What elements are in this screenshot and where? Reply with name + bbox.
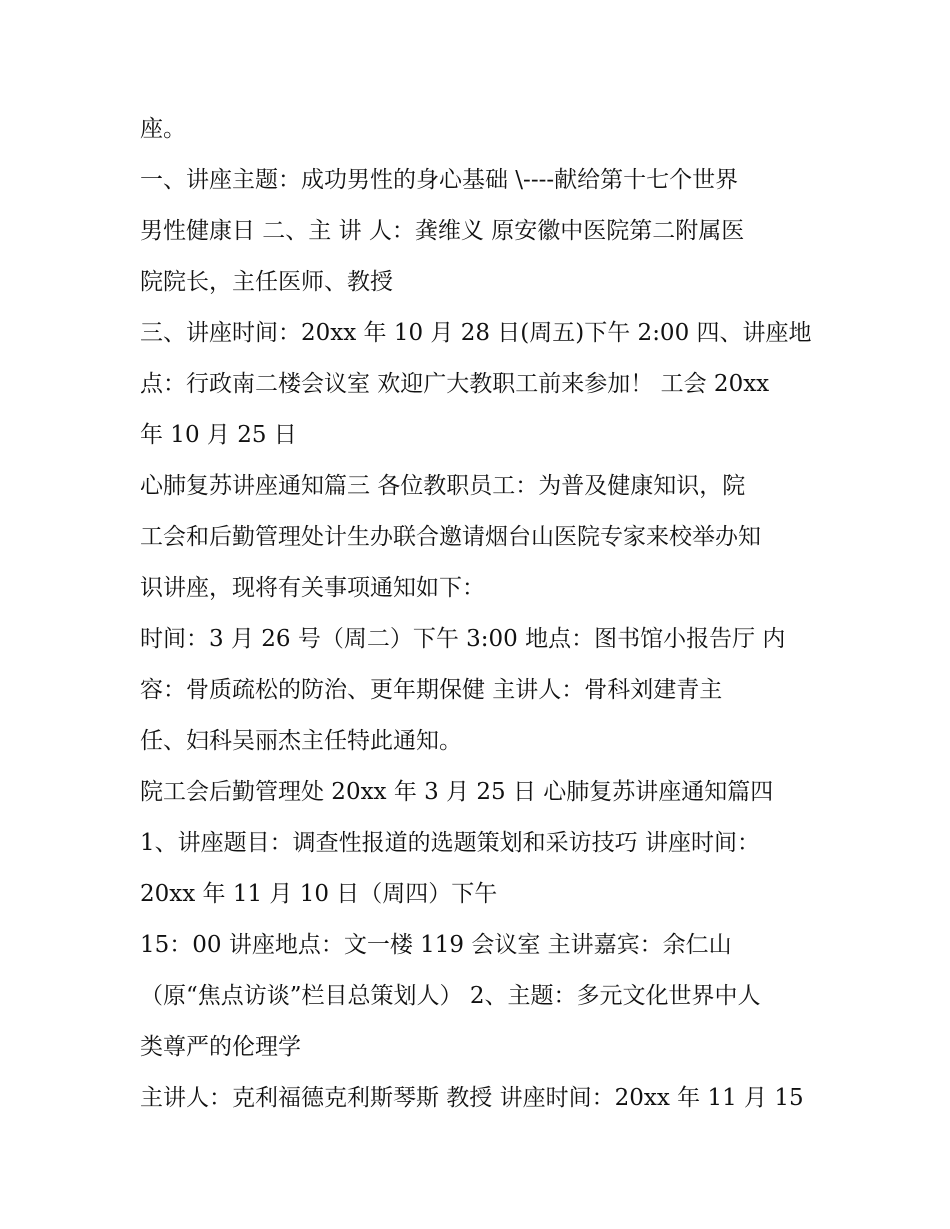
text-line: 时间：3 月 26 号（周二）下午 3:00 地点：图书馆小报告厅 内 bbox=[140, 626, 786, 652]
document-body bbox=[140, 104, 820, 1124]
text-line: 15：00 讲座地点：文一楼 119 会议室 主讲嘉宾：余仁山 bbox=[140, 932, 732, 958]
text-line: 20xx 年 11 月 10 日（周四）下午 bbox=[140, 881, 498, 907]
text-line: 年 10 月 25 日 bbox=[140, 422, 297, 448]
text-line: 任、妇科吴丽杰主任特此通知。 bbox=[140, 728, 462, 754]
text-line: 容：骨质疏松的防治、更年期保健 主讲人：骨科刘建青主 bbox=[140, 677, 723, 703]
text-line: 1、讲座题目：调查性报道的选题策划和采访技巧 讲座时间： bbox=[140, 830, 760, 856]
text-line: 类尊严的伦理学 bbox=[140, 1034, 301, 1060]
text-line: （原“焦点访谈”栏目总策划人） 2、主题：多元文化世界中人 bbox=[140, 983, 761, 1009]
text-line: 主讲人：克利福德克利斯琴斯 教授 讲座时间：20xx 年 11 月 15 bbox=[140, 1085, 804, 1111]
text-line: 座。 bbox=[140, 116, 186, 142]
text-line: 一、讲座主题：成功男性的身心基础 \----献给第十七个世界 bbox=[140, 167, 739, 193]
text-line: 工会和后勤管理处计生办联合邀请烟台山医院专家来校举办知 bbox=[140, 524, 761, 550]
text-line: 男性健康日 二、主 讲 人：龚维义 原安徽中医院第二附属医 bbox=[140, 218, 745, 244]
text-line: 点：行政南二楼会议室 欢迎广大教职工前来参加！ 工会 20xx bbox=[140, 371, 770, 397]
text-line: 心肺复苏讲座通知篇三 各位教职员工：为普及健康知识，院 bbox=[140, 473, 746, 499]
text-line: 识讲座，现将有关事项通知如下： bbox=[140, 575, 485, 601]
text-line: 院工会后勤管理处 20xx 年 3 月 25 日 心肺复苏讲座通知篇四 bbox=[140, 779, 774, 805]
text-line: 三、讲座时间：20xx 年 10 月 28 日(周五)下午 2:00 四、讲座地 bbox=[140, 320, 812, 346]
text-line: 院院长，主任医师、教授 bbox=[140, 269, 393, 295]
